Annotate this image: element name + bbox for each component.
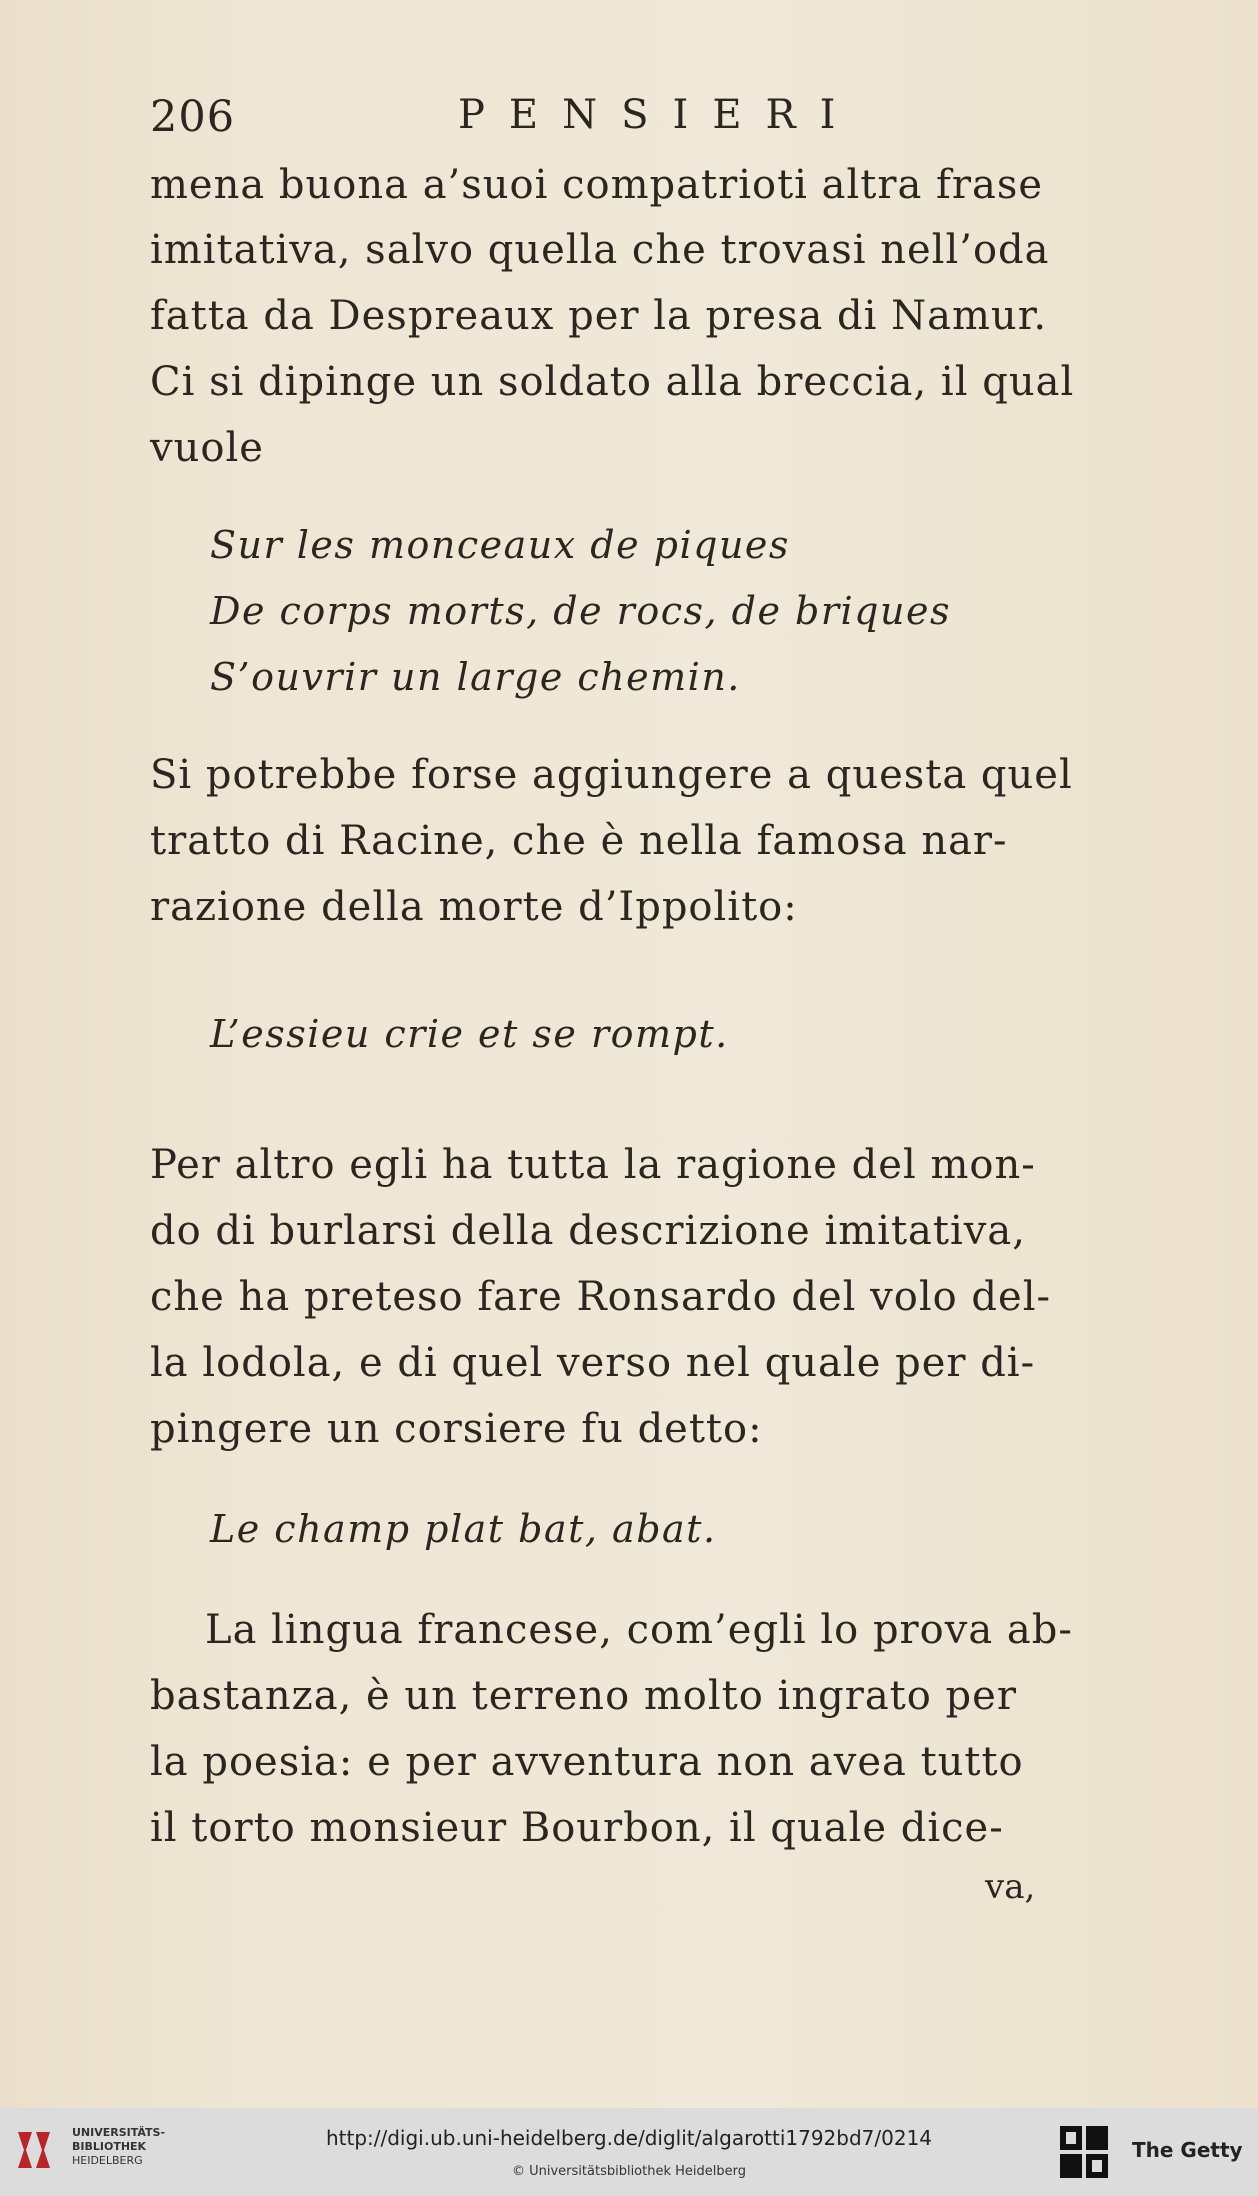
permalink-url[interactable]: http://digi.ub.uni-heidelberg.de/diglit/algarotti1792bd7/0214: [325, 2126, 933, 2150]
text-line: razione della morte d’Ippolito:: [150, 884, 798, 930]
running-head: [150, 92, 1150, 152]
catchword: va,: [985, 1867, 1036, 1907]
text-line: Si potrebbe forse aggiungere a questa quel: [150, 752, 1073, 798]
institution-line: HEIDELBERG: [72, 2154, 143, 2167]
viewer-footer: [0, 2108, 1258, 2196]
institution-line: UNIVERSITÄTS-: [72, 2126, 166, 2139]
page-number: 206: [150, 92, 236, 142]
running-title: PENSIERI: [458, 92, 860, 138]
text-line: mena buona a’suoi compatrioti altra frase: [150, 162, 1044, 208]
getty-logo-icon: [1058, 2122, 1110, 2182]
text-line: la lodola, e di quel verso nel quale per di-: [150, 1340, 1036, 1386]
text-line: tratto di Racine, che è nella famosa nar-: [150, 818, 1008, 864]
text-line: fatta da Despreaux per la presa di Namur.: [150, 293, 1048, 339]
text-line: do di burlarsi della descrizione imitativa,: [150, 1208, 1026, 1254]
text-line: Per altro egli ha tutta la ragione del mon-: [150, 1142, 1036, 1188]
text-line: imitativa, salvo quella che trovasi nell’oda: [150, 227, 1050, 273]
getty-label: The Getty: [1132, 2138, 1243, 2162]
institution-line: BIBLIOTHEK: [72, 2140, 147, 2153]
text-line: il torto monsieur Bourbon, il quale dice-: [150, 1805, 1004, 1851]
copyright-notice: © Universitätsbibliothek Heidelberg: [511, 2164, 746, 2179]
verse-line: Sur les monceaux de piques: [210, 523, 790, 567]
text-line: pingere un corsiere fu detto:: [150, 1406, 763, 1452]
verse-line: De corps morts, de rocs, de briques: [210, 589, 951, 633]
verse-line: L’essieu crie et se rompt.: [210, 1012, 729, 1056]
verse-line: S’ouvrir un large chemin.: [210, 655, 741, 699]
text-line: che ha preteso fare Ronsardo del volo del-: [150, 1274, 1052, 1320]
text-line: vuole: [150, 425, 264, 471]
text-line: la poesia: e per avventura non avea tutto: [150, 1739, 1024, 1785]
verse-line: Le champ plat bat, abat.: [210, 1507, 717, 1551]
text-line: bastanza, è un terreno molto ingrato per: [150, 1673, 1017, 1719]
text-line: La lingua francese, com’egli lo prova ab-: [205, 1607, 1073, 1653]
text-line: Ci si dipinge un soldato alla breccia, il qual: [150, 359, 1075, 405]
